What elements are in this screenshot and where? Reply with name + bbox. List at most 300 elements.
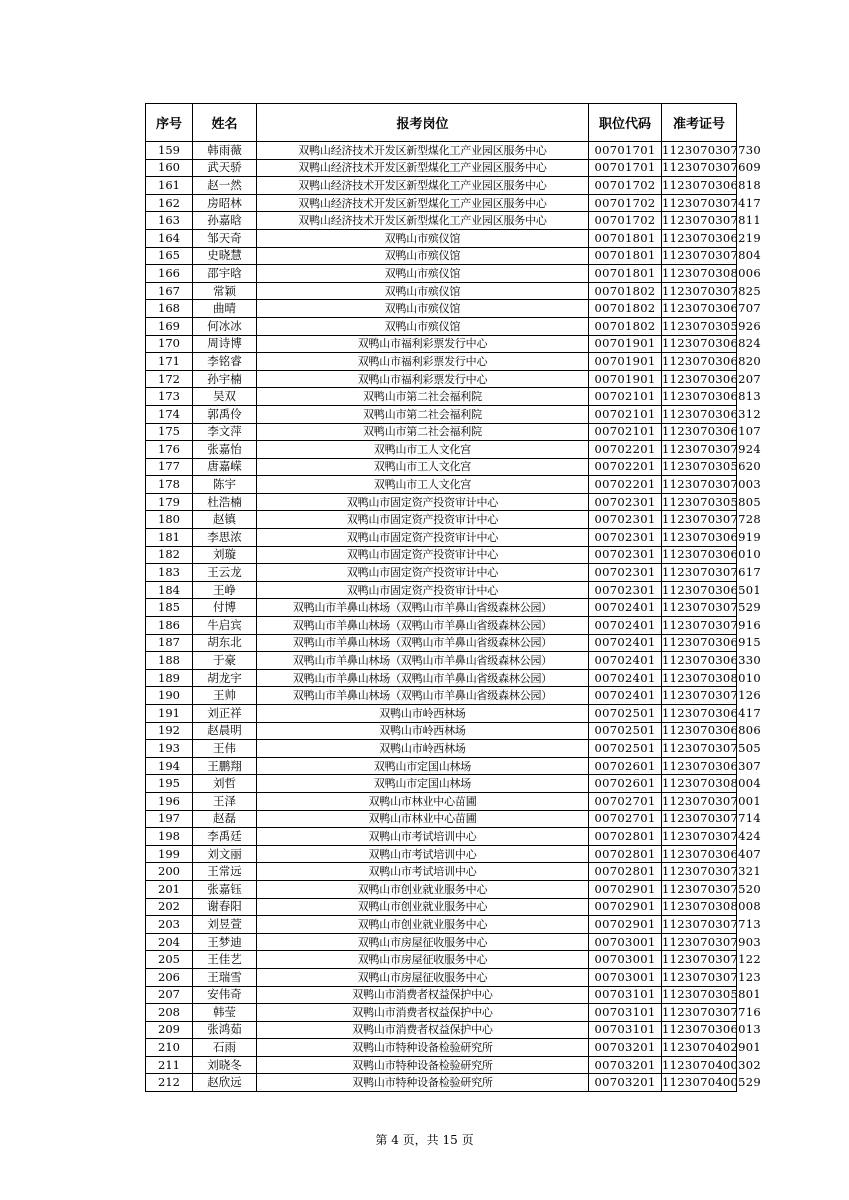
exam-number-cell: 1123070306806 [662, 722, 737, 740]
post-cell: 双鸭山经济技术开发区新型煤化工产业园区服务中心 [257, 177, 589, 195]
name-cell: 李铭睿 [193, 353, 257, 371]
serial-no-cell: 209 [146, 1021, 193, 1039]
position-code-cell: 00703001 [589, 968, 662, 986]
serial-no-cell: 208 [146, 1004, 193, 1022]
table-body [146, 142, 762, 1092]
name-cell: 王瑞雪 [193, 968, 257, 986]
serial-no-cell: 165 [146, 247, 193, 265]
name-cell: 房昭林 [193, 194, 257, 212]
serial-no-cell: 210 [146, 1039, 193, 1057]
table-row [146, 968, 737, 986]
position-code-cell: 00702601 [589, 775, 662, 793]
serial-no-cell: 169 [146, 317, 193, 335]
name-cell: 李思浓 [193, 529, 257, 547]
position-code-cell: 00702201 [589, 441, 662, 459]
exam-number-cell: 1123070308010 [662, 669, 737, 687]
position-code-cell: 00701801 [589, 265, 662, 283]
serial-no-cell: 172 [146, 370, 193, 388]
serial-no-cell: 200 [146, 863, 193, 881]
serial-no-cell: 204 [146, 933, 193, 951]
position-code-cell: 00702101 [589, 388, 662, 406]
table-row [146, 229, 737, 247]
name-cell: 张嘉钰 [193, 880, 257, 898]
table-row [146, 370, 737, 388]
post-cell: 双鸭山市殡仪馆 [257, 282, 589, 300]
post-cell: 双鸭山市消费者权益保护中心 [257, 1021, 589, 1039]
post-cell: 双鸭山市房屋征收服务中心 [257, 933, 589, 951]
position-code-cell: 00702301 [589, 564, 662, 582]
serial-no-cell: 162 [146, 194, 193, 212]
exam-number-cell: 1123070307529 [662, 599, 737, 617]
position-code-cell: 00702101 [589, 405, 662, 423]
exam-number-cell: 1123070307123 [662, 968, 737, 986]
name-cell: 牛启宾 [193, 617, 257, 635]
position-code-cell: 00703201 [589, 1056, 662, 1074]
table-header-row [146, 104, 737, 142]
exam-number-cell: 1123070305805 [662, 493, 737, 511]
exam-number-cell: 1123070307520 [662, 880, 737, 898]
post-cell: 双鸭山市福利彩票发行中心 [257, 370, 589, 388]
name-cell: 石雨 [193, 1039, 257, 1057]
position-code-cell: 00701801 [589, 229, 662, 247]
header-serial-no: 序号 [146, 104, 193, 142]
exam-number-cell: 1123070306824 [662, 335, 737, 353]
serial-no-cell: 188 [146, 652, 193, 670]
serial-no-cell: 179 [146, 493, 193, 511]
exam-number-cell: 1123070306813 [662, 388, 737, 406]
post-cell: 双鸭山市考试培训中心 [257, 845, 589, 863]
position-code-cell: 00702301 [589, 493, 662, 511]
post-cell: 双鸭山市固定资产投资审计中心 [257, 564, 589, 582]
table-row [146, 546, 737, 564]
exam-number-cell: 1123070306818 [662, 177, 737, 195]
serial-no-cell: 164 [146, 229, 193, 247]
exam-number-cell: 1123070306013 [662, 1021, 737, 1039]
position-code-cell: 00701802 [589, 317, 662, 335]
serial-no-cell: 163 [146, 212, 193, 230]
table-row [146, 581, 737, 599]
serial-no-cell: 197 [146, 810, 193, 828]
table-row [146, 1074, 737, 1092]
position-code-cell: 00702501 [589, 740, 662, 758]
table-row [146, 441, 737, 459]
header-post: 报考岗位 [257, 104, 589, 142]
table-row [146, 1021, 737, 1039]
table-row [146, 757, 737, 775]
serial-no-cell: 173 [146, 388, 193, 406]
position-code-cell: 00701901 [589, 370, 662, 388]
post-cell: 双鸭山市殡仪馆 [257, 300, 589, 318]
table-row [146, 265, 737, 283]
table-row [146, 845, 737, 863]
name-cell: 张嘉怡 [193, 441, 257, 459]
position-code-cell: 00702201 [589, 476, 662, 494]
serial-no-cell: 207 [146, 986, 193, 1004]
table-row [146, 353, 737, 371]
exam-number-cell: 1123070305620 [662, 458, 737, 476]
position-code-cell: 00702801 [589, 828, 662, 846]
table-row [146, 705, 737, 723]
position-code-cell: 00702801 [589, 845, 662, 863]
post-cell: 双鸭山市房屋征收服务中心 [257, 968, 589, 986]
serial-no-cell: 201 [146, 880, 193, 898]
name-cell: 付博 [193, 599, 257, 617]
serial-no-cell: 189 [146, 669, 193, 687]
exam-number-cell: 1123070306707 [662, 300, 737, 318]
post-cell: 双鸭山市房屋征收服务中心 [257, 951, 589, 969]
serial-no-cell: 211 [146, 1056, 193, 1074]
serial-no-cell: 202 [146, 898, 193, 916]
serial-no-cell: 174 [146, 405, 193, 423]
table-row [146, 792, 737, 810]
position-code-cell: 00703201 [589, 1039, 662, 1057]
post-cell: 双鸭山市考试培训中心 [257, 828, 589, 846]
position-code-cell: 00702101 [589, 423, 662, 441]
serial-no-cell: 186 [146, 617, 193, 635]
exam-number-cell: 1123070306207 [662, 370, 737, 388]
name-cell: 武天骄 [193, 159, 257, 177]
table-row [146, 212, 737, 230]
exam-number-cell: 1123070307804 [662, 247, 737, 265]
table-row [146, 599, 737, 617]
serial-no-cell: 187 [146, 634, 193, 652]
table-row [146, 159, 737, 177]
page-footer: 第 4 页，共 15 页 [375, 1133, 474, 1147]
header-name: 姓名 [193, 104, 257, 142]
name-cell: 刘文丽 [193, 845, 257, 863]
serial-no-cell: 161 [146, 177, 193, 195]
table-row [146, 317, 737, 335]
exam-number-cell: 1123070307714 [662, 810, 737, 828]
table-row [146, 564, 737, 582]
exam-number-cell: 1123070402901 [662, 1039, 737, 1057]
table-row [146, 300, 737, 318]
table-row [146, 529, 737, 547]
exam-number-cell: 1123070307424 [662, 828, 737, 846]
name-cell: 刘正祥 [193, 705, 257, 723]
exam-number-cell: 1123070308008 [662, 898, 737, 916]
position-code-cell: 00701801 [589, 247, 662, 265]
exam-number-cell: 1123070307321 [662, 863, 737, 881]
exam-number-cell: 1123070306501 [662, 581, 737, 599]
serial-no-cell: 160 [146, 159, 193, 177]
table-row [146, 687, 737, 705]
post-cell: 双鸭山市固定资产投资审计中心 [257, 546, 589, 564]
position-code-cell: 00703001 [589, 951, 662, 969]
post-cell: 双鸭山市工人文化宫 [257, 441, 589, 459]
post-cell: 双鸭山市特种设备检验研究所 [257, 1074, 589, 1092]
exam-number-cell: 1123070307713 [662, 916, 737, 934]
name-cell: 王云龙 [193, 564, 257, 582]
name-cell: 赵镇 [193, 511, 257, 529]
name-cell: 曲晴 [193, 300, 257, 318]
position-code-cell: 00701701 [589, 159, 662, 177]
name-cell: 韩雨薇 [193, 142, 257, 160]
post-cell: 双鸭山市创业就业服务中心 [257, 880, 589, 898]
post-cell: 双鸭山市殡仪馆 [257, 247, 589, 265]
serial-no-cell: 194 [146, 757, 193, 775]
name-cell: 王帅 [193, 687, 257, 705]
exam-number-cell: 1123070400302 [662, 1056, 737, 1074]
position-code-cell: 00702701 [589, 792, 662, 810]
exam-number-cell: 1123070307505 [662, 740, 737, 758]
name-cell: 杜浩楠 [193, 493, 257, 511]
name-cell: 史晓慧 [193, 247, 257, 265]
name-cell: 赵一然 [193, 177, 257, 195]
post-cell: 双鸭山市羊鼻山林场（双鸭山市羊鼻山省级森林公园） [257, 687, 589, 705]
table-row [146, 458, 737, 476]
exam-number-cell: 1123070305926 [662, 317, 737, 335]
exam-number-cell: 1123070307001 [662, 792, 737, 810]
name-cell: 李禹廷 [193, 828, 257, 846]
post-cell: 双鸭山市福利彩票发行中心 [257, 353, 589, 371]
table-row [146, 335, 737, 353]
position-code-cell: 00702601 [589, 757, 662, 775]
serial-no-cell: 192 [146, 722, 193, 740]
post-cell: 双鸭山市羊鼻山林场（双鸭山市羊鼻山省级森林公园） [257, 617, 589, 635]
post-cell: 双鸭山市工人文化宫 [257, 476, 589, 494]
exam-number-cell: 1123070306010 [662, 546, 737, 564]
post-cell: 双鸭山市殡仪馆 [257, 229, 589, 247]
name-cell: 韩莹 [193, 1004, 257, 1022]
table-row [146, 986, 737, 1004]
table-row [146, 652, 737, 670]
exam-number-cell: 1123070307825 [662, 282, 737, 300]
table-row [146, 828, 737, 846]
position-code-cell: 00702901 [589, 898, 662, 916]
table-row [146, 722, 737, 740]
exam-number-cell: 1123070307916 [662, 617, 737, 635]
position-code-cell: 00702901 [589, 916, 662, 934]
serial-no-cell: 199 [146, 845, 193, 863]
post-cell: 双鸭山市固定资产投资审计中心 [257, 581, 589, 599]
table-row [146, 388, 737, 406]
post-cell: 双鸭山市工人文化宫 [257, 458, 589, 476]
post-cell: 双鸭山市岭西林场 [257, 722, 589, 740]
post-cell: 双鸭山市殡仪馆 [257, 265, 589, 283]
exam-number-cell: 1123070306915 [662, 634, 737, 652]
post-cell: 双鸭山市特种设备检验研究所 [257, 1039, 589, 1057]
position-code-cell: 00702301 [589, 511, 662, 529]
serial-no-cell: 171 [146, 353, 193, 371]
table-row [146, 617, 737, 635]
table-row [146, 916, 737, 934]
table-row [146, 634, 737, 652]
exam-number-cell: 1123070307903 [662, 933, 737, 951]
exam-number-cell: 1123070307617 [662, 564, 737, 582]
position-code-cell: 00701702 [589, 177, 662, 195]
table-row [146, 933, 737, 951]
table-row [146, 247, 737, 265]
name-cell: 赵晨明 [193, 722, 257, 740]
post-cell: 双鸭山市创业就业服务中心 [257, 916, 589, 934]
name-cell: 谢春阳 [193, 898, 257, 916]
post-cell: 双鸭山市第二社会福利院 [257, 405, 589, 423]
post-cell: 双鸭山市固定资产投资审计中心 [257, 493, 589, 511]
serial-no-cell: 203 [146, 916, 193, 934]
serial-no-cell: 206 [146, 968, 193, 986]
exam-number-cell: 1123070307924 [662, 441, 737, 459]
post-cell: 双鸭山市岭西林场 [257, 740, 589, 758]
exam-number-cell: 1123070306330 [662, 652, 737, 670]
post-cell: 双鸭山市消费者权益保护中心 [257, 986, 589, 1004]
position-code-cell: 00702301 [589, 529, 662, 547]
post-cell: 双鸭山市固定资产投资审计中心 [257, 529, 589, 547]
position-code-cell: 00703201 [589, 1074, 662, 1092]
table-row [146, 1004, 737, 1022]
exam-number-cell: 1123070307728 [662, 511, 737, 529]
name-cell: 刘璇 [193, 546, 257, 564]
serial-no-cell: 205 [146, 951, 193, 969]
serial-no-cell: 196 [146, 792, 193, 810]
exam-number-cell: 1123070308004 [662, 775, 737, 793]
exam-number-cell: 1123070306407 [662, 845, 737, 863]
position-code-cell: 00702401 [589, 599, 662, 617]
position-code-cell: 00701701 [589, 142, 662, 160]
position-code-cell: 00702501 [589, 722, 662, 740]
position-code-cell: 00702701 [589, 810, 662, 828]
serial-no-cell: 176 [146, 441, 193, 459]
exam-number-cell: 1123070306307 [662, 757, 737, 775]
position-code-cell: 00702801 [589, 863, 662, 881]
exam-number-cell: 1123070306417 [662, 705, 737, 723]
post-cell: 双鸭山市定国山林场 [257, 775, 589, 793]
position-code-cell: 00701802 [589, 300, 662, 318]
position-code-cell: 00703001 [589, 933, 662, 951]
exam-number-cell: 1123070307730 [662, 142, 737, 160]
serial-no-cell: 191 [146, 705, 193, 723]
name-cell: 赵欣远 [193, 1074, 257, 1092]
name-cell: 安伟奇 [193, 986, 257, 1004]
table-row [146, 405, 737, 423]
name-cell: 于豪 [193, 652, 257, 670]
name-cell: 孙嘉晗 [193, 212, 257, 230]
exam-number-cell: 1123070306219 [662, 229, 737, 247]
exam-number-cell: 1123070307609 [662, 159, 737, 177]
exam-number-cell: 1123070306820 [662, 353, 737, 371]
serial-no-cell: 178 [146, 476, 193, 494]
table-row [146, 511, 737, 529]
post-cell: 双鸭山市林业中心苗圃 [257, 810, 589, 828]
post-cell: 双鸭山市福利彩票发行中心 [257, 335, 589, 353]
table-row [146, 1056, 737, 1074]
name-cell: 李文萍 [193, 423, 257, 441]
table-row [146, 493, 737, 511]
table-row [146, 423, 737, 441]
serial-no-cell: 170 [146, 335, 193, 353]
table-row [146, 669, 737, 687]
table-row [146, 775, 737, 793]
serial-no-cell: 198 [146, 828, 193, 846]
post-cell: 双鸭山市消费者权益保护中心 [257, 1004, 589, 1022]
serial-no-cell: 190 [146, 687, 193, 705]
post-cell: 双鸭山市特种设备检验研究所 [257, 1056, 589, 1074]
post-cell: 双鸭山市羊鼻山林场（双鸭山市羊鼻山省级森林公园） [257, 669, 589, 687]
serial-no-cell: 167 [146, 282, 193, 300]
serial-no-cell: 175 [146, 423, 193, 441]
name-cell: 王常远 [193, 863, 257, 881]
serial-no-cell: 177 [146, 458, 193, 476]
position-code-cell: 00702501 [589, 705, 662, 723]
table-row [146, 810, 737, 828]
table-row [146, 863, 737, 881]
table-row [146, 177, 737, 195]
name-cell: 陈宇 [193, 476, 257, 494]
position-code-cell: 00702401 [589, 634, 662, 652]
name-cell: 郭禹伶 [193, 405, 257, 423]
post-cell: 双鸭山市固定资产投资审计中心 [257, 511, 589, 529]
position-code-cell: 00701901 [589, 335, 662, 353]
exam-number-cell: 1123070307417 [662, 194, 737, 212]
exam-number-cell: 1123070305801 [662, 986, 737, 1004]
name-cell: 胡龙宇 [193, 669, 257, 687]
exam-number-cell: 1123070307811 [662, 212, 737, 230]
name-cell: 王泽 [193, 792, 257, 810]
serial-no-cell: 212 [146, 1074, 193, 1092]
position-code-cell: 00703101 [589, 1021, 662, 1039]
exam-number-cell: 1123070306107 [662, 423, 737, 441]
exam-number-cell: 1123070308006 [662, 265, 737, 283]
post-cell: 双鸭山市创业就业服务中心 [257, 898, 589, 916]
position-code-cell: 00702201 [589, 458, 662, 476]
name-cell: 常颖 [193, 282, 257, 300]
serial-no-cell: 182 [146, 546, 193, 564]
position-code-cell: 00703101 [589, 986, 662, 1004]
post-cell: 双鸭山市羊鼻山林场（双鸭山市羊鼻山省级森林公园） [257, 652, 589, 670]
position-code-cell: 00702401 [589, 687, 662, 705]
exam-number-cell: 1123070306919 [662, 529, 737, 547]
name-cell: 王佳艺 [193, 951, 257, 969]
exam-number-cell: 1123070307122 [662, 951, 737, 969]
position-code-cell: 00702401 [589, 652, 662, 670]
post-cell: 双鸭山市岭西林场 [257, 705, 589, 723]
name-cell: 邹天奇 [193, 229, 257, 247]
exam-number-cell: 1123070307003 [662, 476, 737, 494]
post-cell: 双鸭山市第二社会福利院 [257, 388, 589, 406]
post-cell: 双鸭山市羊鼻山林场（双鸭山市羊鼻山省级森林公园） [257, 599, 589, 617]
serial-no-cell: 168 [146, 300, 193, 318]
exam-number-cell: 1123070306312 [662, 405, 737, 423]
table-row [146, 282, 737, 300]
table-row [146, 880, 737, 898]
name-cell: 刘哲 [193, 775, 257, 793]
table-row [146, 951, 737, 969]
name-cell: 王梦迪 [193, 933, 257, 951]
position-code-cell: 00701702 [589, 194, 662, 212]
post-cell: 双鸭山市殡仪馆 [257, 317, 589, 335]
name-cell: 周诗博 [193, 335, 257, 353]
serial-no-cell: 193 [146, 740, 193, 758]
serial-no-cell: 159 [146, 142, 193, 160]
name-cell: 孙宇楠 [193, 370, 257, 388]
position-code-cell: 00701901 [589, 353, 662, 371]
table-row [146, 740, 737, 758]
name-cell: 刘昱萱 [193, 916, 257, 934]
post-cell: 双鸭山市定国山林场 [257, 757, 589, 775]
serial-no-cell: 185 [146, 599, 193, 617]
position-code-cell: 00702401 [589, 617, 662, 635]
header-exam-number: 准考证号 [662, 104, 737, 142]
serial-no-cell: 180 [146, 511, 193, 529]
post-cell: 双鸭山市羊鼻山林场（双鸭山市羊鼻山省级森林公园） [257, 634, 589, 652]
serial-no-cell: 166 [146, 265, 193, 283]
post-cell: 双鸭山市林业中心苗圃 [257, 792, 589, 810]
position-code-cell: 00702301 [589, 581, 662, 599]
name-cell: 刘晓冬 [193, 1056, 257, 1074]
name-cell: 王伟 [193, 740, 257, 758]
serial-no-cell: 195 [146, 775, 193, 793]
candidate-table [145, 103, 762, 1092]
